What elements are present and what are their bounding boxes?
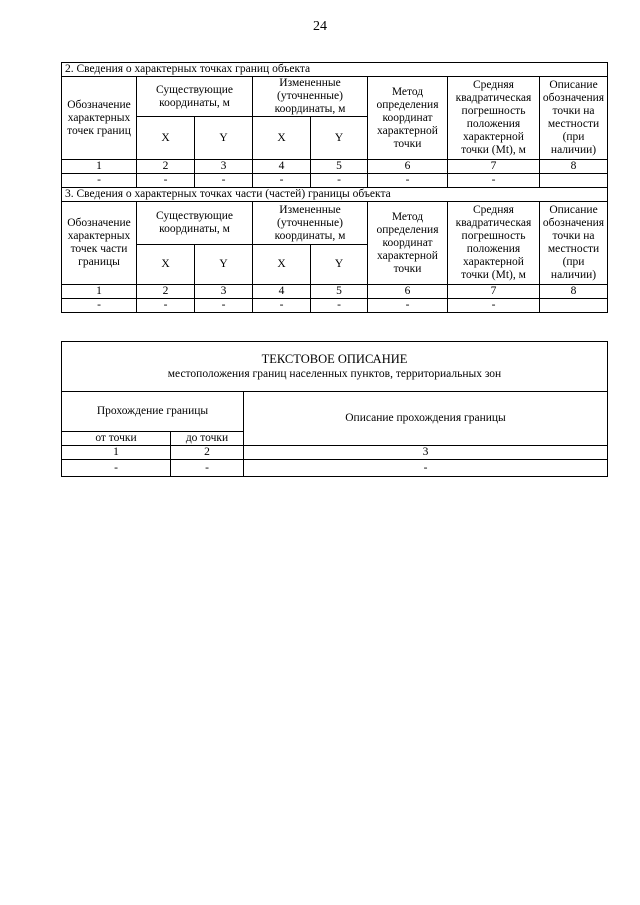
table-cell: - <box>253 174 311 188</box>
from-point-header: от точки <box>62 432 171 446</box>
existing-x-header: X <box>137 117 195 160</box>
column-number: 4 <box>253 160 311 174</box>
boundary-passage-header: Прохождение границы <box>62 392 244 432</box>
table-cell: - <box>244 460 608 477</box>
col-point-designation-header: Обозначение характерных точек границ <box>62 77 137 160</box>
table-cell: - <box>311 174 368 188</box>
text-description-heading <box>62 342 608 392</box>
table-cell: - <box>137 299 195 313</box>
table-cell: - <box>171 460 244 477</box>
text-description-table <box>61 341 608 477</box>
column-number: 8 <box>540 160 608 174</box>
column-numbers-row <box>62 160 608 174</box>
column-number: 2 <box>137 285 195 299</box>
table-row <box>62 460 608 477</box>
passage-description-header: Описание прохождения границы <box>244 392 608 446</box>
table-cell: - <box>448 174 540 188</box>
changed-x-header: X <box>253 117 311 160</box>
table-row <box>62 174 608 188</box>
changed-x-header: X <box>253 245 311 285</box>
table-row <box>62 299 608 313</box>
to-point-header: до точки <box>171 432 244 446</box>
col-changed-coordinates-header: Измененные (уточненные) координаты, м <box>253 77 368 117</box>
column-number: 5 <box>311 160 368 174</box>
column-number: 5 <box>311 285 368 299</box>
table-cell: - <box>62 460 171 477</box>
existing-y-header: Y <box>195 117 253 160</box>
col-mean-square-error-header: Средняя квадратическая погрешность положения характерной точки (Mt), м <box>448 77 540 160</box>
column-number: 6 <box>368 285 448 299</box>
col-location-description-header: Описание обозначения точки на местности (при наличии) <box>540 77 608 160</box>
table-cell: - <box>311 299 368 313</box>
table-cell: - <box>368 299 448 313</box>
table-cell: - <box>195 299 253 313</box>
table-cell: - <box>62 299 137 313</box>
column-number: 6 <box>368 160 448 174</box>
column-number: 3 <box>195 285 253 299</box>
existing-y-header: Y <box>195 245 253 285</box>
table-cell <box>540 174 608 188</box>
col-changed-coordinates-header: Измененные (уточненные) координаты, м <box>253 202 368 245</box>
text-description-subtitle: местоположения границ населенных пунктов, территориальных зон <box>167 367 502 380</box>
page-number: 24 <box>313 19 327 34</box>
col-existing-coordinates-header: Существующие координаты, м <box>137 77 253 117</box>
col-method-header: Метод определения координат характерной точки <box>368 77 448 160</box>
col-location-description-header: Описание обозначения точки на местности (при наличии) <box>540 202 608 285</box>
table-cell: - <box>253 299 311 313</box>
existing-x-header: X <box>137 245 195 285</box>
column-number: 4 <box>253 285 311 299</box>
column-number: 3 <box>244 446 608 460</box>
text-description-title: ТЕКСТОВОЕ ОПИСАНИЕ <box>261 351 408 366</box>
table-cell: - <box>62 174 137 188</box>
column-number: 2 <box>171 446 244 460</box>
column-number: 2 <box>137 160 195 174</box>
table-cell <box>540 299 608 313</box>
section-3-title: 3. Сведения о характерных точках части (частей) границы объекта <box>62 188 608 202</box>
col-point-designation-header: Обозначение характерных точек части границы <box>62 202 137 285</box>
table-cell: - <box>368 174 448 188</box>
table-cell: - <box>448 299 540 313</box>
col-mean-square-error-header: Средняя квадратическая погрешность положения характерной точки (Mt), м <box>448 202 540 285</box>
characteristic-points-table <box>61 62 608 313</box>
column-number: 1 <box>62 285 137 299</box>
changed-y-header: Y <box>311 117 368 160</box>
column-numbers-row <box>62 446 608 460</box>
table-cell: - <box>137 174 195 188</box>
column-number: 1 <box>62 446 171 460</box>
col-existing-coordinates-header: Существующие координаты, м <box>137 202 253 245</box>
table-cell: - <box>195 174 253 188</box>
column-number: 7 <box>448 160 540 174</box>
column-number: 1 <box>62 160 137 174</box>
section-2-title: 2. Сведения о характерных точках границ объекта <box>62 63 608 77</box>
col-method-header: Метод определения координат характерной точки <box>368 202 448 285</box>
column-numbers-row <box>62 285 608 299</box>
column-number: 8 <box>540 285 608 299</box>
column-number: 7 <box>448 285 540 299</box>
changed-y-header: Y <box>311 245 368 285</box>
column-number: 3 <box>195 160 253 174</box>
